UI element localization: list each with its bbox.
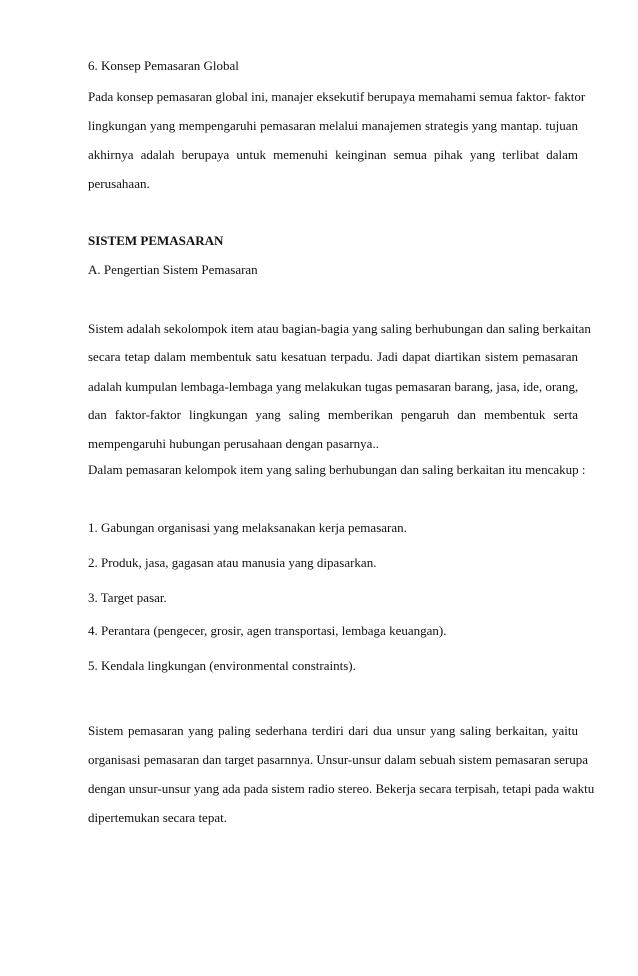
paragraph-line: dipertemukan secara tepat. <box>88 810 227 825</box>
paragraph-line: lingkungan yang mempengaruhi pemasaran melalui manajemen strategis yang mantap. tujuan <box>88 118 578 133</box>
paragraph-line: secara tetap dalam membentuk satu kesatuan terpadu. Jadi dapat diartikan sistem pemasaran <box>88 349 578 364</box>
section-title-global: 6. Konsep Pemasaran Global <box>88 58 239 73</box>
paragraph-line: Sistem adalah sekolompok item atau bagian-bagia yang saling berhubungan dan saling berkaitan <box>88 321 591 336</box>
section-heading: SISTEM PEMASARAN <box>88 233 224 248</box>
list-item: 3. Target pasar. <box>88 590 167 605</box>
list-item: 5. Kendala lingkungan (environmental constraints). <box>88 658 356 673</box>
list-intro: Dalam pemasaran kelompok item yang saling berhubungan dan saling berkaitan itu mencakup : <box>88 462 586 477</box>
paragraph-line: Pada konsep pemasaran global ini, manajer eksekutif berupaya memahami semua faktor- faktor <box>88 89 586 104</box>
paragraph-line: Sistem pemasaran yang paling sederhana terdiri dari dua unsur yang saling berkaitan, yaitu <box>88 723 578 738</box>
list-item: 1. Gabungan organisasi yang melaksanakan kerja pemasaran. <box>88 520 407 535</box>
paragraph-line: perusahaan. <box>88 176 150 191</box>
list-item: 2. Produk, jasa, gagasan atau manusia yang dipasarkan. <box>88 555 377 570</box>
paragraph-line: akhirnya adalah berupaya untuk memenuhi keinginan semua pihak yang terlibat dalam <box>88 147 578 162</box>
section-subheading: A. Pengertian Sistem Pemasaran <box>88 262 258 277</box>
paragraph-line: organisasi pemasaran dan target pasarnnya. Unsur-unsur dalam sebuah sistem pemasaran serupa <box>88 752 588 767</box>
paragraph-line: adalah kumpulan lembaga-lembaga yang melakukan tugas pemasaran barang, jasa, ide, orang, <box>88 379 579 394</box>
paragraph-line: dengan unsur-unsur yang ada pada sistem radio stereo. Bekerja secara terpisah, tetapi pada waktu <box>88 781 595 796</box>
paragraph-line: mempengaruhi hubungan perusahaan dengan pasarnya.. <box>88 436 379 451</box>
list-item: 4. Perantara (pengecer, grosir, agen transportasi, lembaga keuangan). <box>88 623 447 638</box>
paragraph-line: dan faktor-faktor lingkungan yang saling memberikan pengaruh dan membentuk serta <box>88 407 578 422</box>
